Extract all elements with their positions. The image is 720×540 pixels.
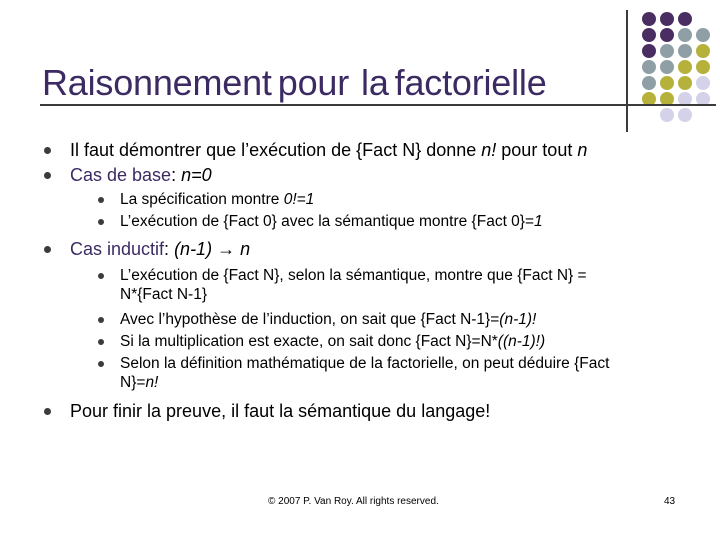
text-run: n: [235, 239, 251, 259]
text-run: ((n-1)!): [497, 333, 546, 350]
bullet-marker: [98, 219, 104, 225]
bullet-marker: [44, 246, 51, 253]
bullet-marker: [44, 172, 51, 179]
decor-dot: [642, 60, 656, 74]
bullet-marker: [98, 361, 104, 367]
bullet-marker: [98, 339, 104, 345]
decor-dot: [660, 44, 674, 58]
text-line: Selon la définition mathématique de la factorielle, on peut déduire {Fact: [120, 355, 610, 372]
decor-dot: [678, 60, 692, 74]
text-run: 0!=1: [283, 191, 315, 208]
decor-dot: [642, 44, 656, 58]
decor-dot: [678, 108, 692, 122]
text-run: (n-1): [174, 239, 218, 259]
decor-dot: [660, 12, 674, 26]
sub-bullet-text: [120, 332, 545, 351]
sub-bullet-text: [120, 310, 536, 329]
text-line: N*{Fact N-1}: [120, 286, 208, 303]
decor-dot: [642, 28, 656, 42]
decor-dot: [660, 108, 674, 122]
title-word: Raisonnement: [42, 62, 272, 103]
bullet-text: [70, 139, 587, 161]
bullet-marker: [98, 273, 104, 279]
decor-dot: [678, 76, 692, 90]
bullet-marker: [44, 147, 51, 154]
text-line: L’exécution de {Fact N}, selon la sémantique, montre que {Fact N} =: [120, 267, 587, 284]
title-horizontal-rule: [40, 104, 716, 106]
text-run: n!: [481, 140, 497, 160]
title-word: pour: [277, 62, 350, 103]
decor-dot: [660, 76, 674, 90]
text-run: n=0: [181, 165, 212, 185]
decor-dot: [660, 60, 674, 74]
text-run: :: [164, 239, 175, 259]
text-run: Avec l’hypothèse de l’induction, on sait que {Fact N-1}=: [120, 311, 500, 328]
text-run: pour tout: [496, 140, 578, 160]
decor-dot: [678, 44, 692, 58]
bullet-text: [70, 164, 212, 186]
text-line: [120, 373, 609, 392]
slide-title: [42, 62, 547, 104]
text-run: (n-1)!: [499, 311, 537, 328]
decor-dot: [660, 28, 674, 42]
title-word: la: [361, 62, 389, 103]
decor-dot: [696, 28, 710, 42]
text-run: N}=: [120, 374, 146, 391]
text-run: La spécification montre: [120, 191, 284, 208]
bullet-text: [70, 238, 250, 260]
decor-dot: [642, 12, 656, 26]
bullet-marker: [98, 317, 104, 323]
title-vertical-rule: [626, 10, 628, 132]
text-run: Cas inductif: [70, 239, 165, 259]
bullet-marker: [98, 197, 104, 203]
text-run: Si la multiplication est exacte, on sait donc {Fact N}=N*: [120, 333, 498, 350]
text-run: n!: [145, 374, 159, 391]
decor-dot: [696, 44, 710, 58]
arrow-symbol: →: [217, 239, 236, 259]
text-run: 1: [534, 213, 543, 230]
text-run: Cas de base: [70, 165, 172, 185]
sub-bullet-text: [120, 354, 609, 392]
decor-dot: [696, 76, 710, 90]
footer-copyright: © 2007 P. Van Roy. All rights reserved.: [268, 496, 439, 507]
decor-dot: [678, 28, 692, 42]
bullet-text: [70, 400, 490, 422]
text-run: :: [171, 165, 182, 185]
decor-dot: [696, 60, 710, 74]
text-run: L’exécution de {Fact 0} avec la sémantique montre {Fact 0}=: [120, 213, 535, 230]
page-number: 43: [664, 496, 676, 507]
text-run: n: [577, 140, 588, 160]
text-run: Il faut démontrer que l’exécution de {Fact N} donne: [70, 140, 482, 160]
title-word: factorielle: [394, 62, 547, 103]
sub-bullet-text: [120, 212, 543, 231]
bullet-marker: [44, 408, 51, 415]
decor-dot: [678, 12, 692, 26]
text-run: Pour finir la preuve, il faut la sémantique du langage!: [70, 401, 491, 421]
sub-bullet-text: [120, 190, 314, 209]
decor-dot: [642, 76, 656, 90]
sub-bullet-text: [120, 266, 587, 304]
